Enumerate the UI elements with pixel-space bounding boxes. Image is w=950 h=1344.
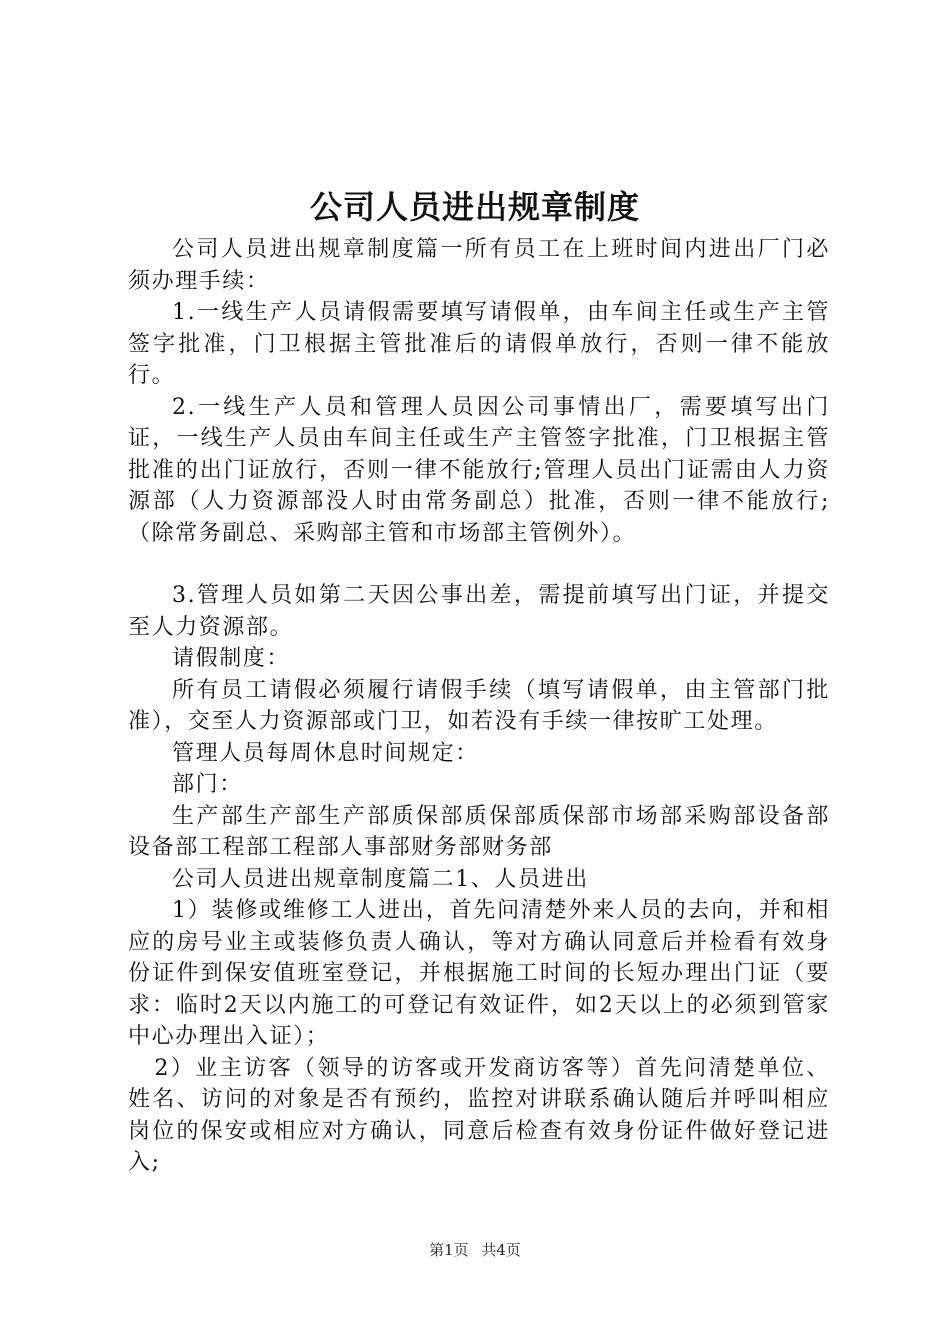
paragraph: 所有员工请假必须履行请假手续（填写请假单，由主管部门批准），交至人力资源部或门卫，如若没有手续一律按旷工处理。: [128, 677, 830, 734]
page-footer: [0, 1240, 950, 1260]
document-body: [128, 234, 830, 1179]
paragraph: 公司人员进出规章制度篇二1、人员进出: [172, 866, 589, 892]
paragraph: 公司人员进出规章制度篇一所有员工在上班时间内进出厂门必须办理手续：: [128, 237, 830, 294]
paragraph: 1）装修或维修工人进出，首先问清楚外来人员的去向，并和相应的房号业主或装修负责人确认，等对方确认同意后并检看有效身份证件到保安值班室登记，并根据施工时间的长短办理出门证（要求：临时2天以内施工的可登记有效证件，如2天以上的必须到管家中心办理出入证）；: [128, 898, 830, 1049]
paragraph: 2）业主访客（领导的访客或开发商访客等）首先问清楚单位、姓名、访问的对象是否有预约，监控对讲联系确认随后并呼叫相应岗位的保安或相应对方确认，同意后检查有效身份证件做好登记进入;: [128, 1055, 830, 1175]
paragraph: 1.一线生产人员请假需要填写请假单，由车间主任或生产主管签字批准，门卫根据主管批准后的请假单放行，否则一律不能放行。: [128, 300, 830, 388]
paragraph: 部门：: [172, 772, 243, 797]
paragraph: 生产部生产部生产部质保部质保部质保部市场部采购部设备部设备部工程部工程部人事部财务部财务部: [128, 803, 830, 860]
paragraph: 3.管理人员如第二天因公事出差，需提前填写出门证，并提交至人力资源部。: [128, 583, 830, 640]
paragraph: 管理人员每周休息时间规定：: [172, 740, 479, 766]
page-total: 共4页: [481, 1241, 521, 1259]
page-number: 第1页: [429, 1241, 469, 1259]
paragraph: 2.一线生产人员和管理人员因公司事情出厂，需要填写出门证，一线生产人员由车间主任或生产主管签字批准，门卫根据主管批准的出门证放行，否则一律不能放行;管理人员出门证需由人力资源部（人力资源部没人时由常务副总）批准，否则一律不能放行;（除常务副总、采购部主管和市场部主管例外）。: [128, 394, 830, 546]
paragraph: 请假制度：: [172, 646, 291, 671]
document-title: 公司人员进出规章制度: [309, 188, 640, 226]
